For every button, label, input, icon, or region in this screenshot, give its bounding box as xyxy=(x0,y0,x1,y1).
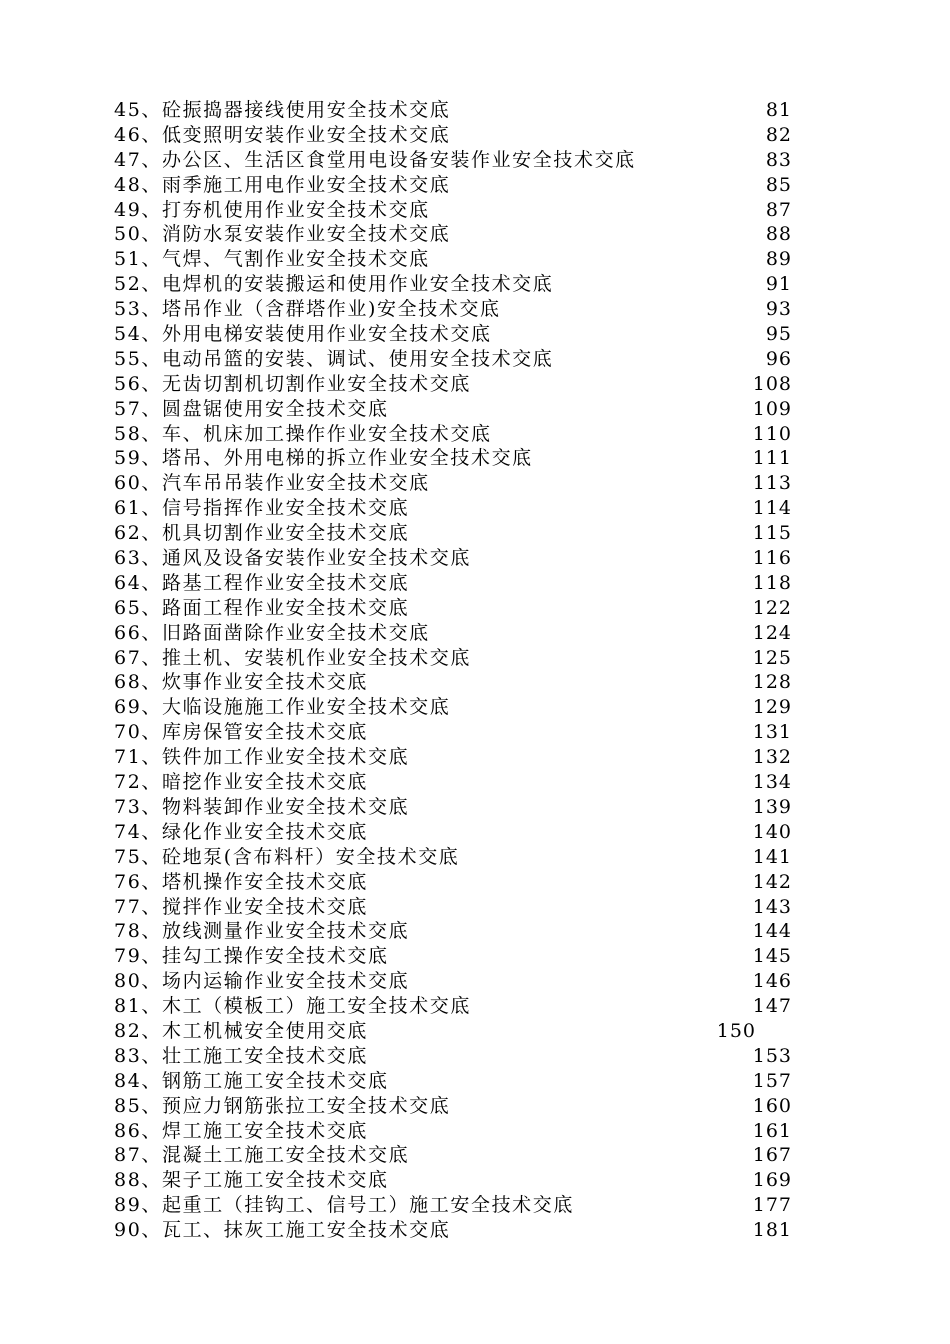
toc-entry[interactable] xyxy=(114,845,814,870)
toc-entry[interactable] xyxy=(114,471,814,496)
toc-entry-page-number: 150 xyxy=(716,1019,756,1042)
toc-entry-title: 67、推土机、安装机作业安全技术交底 xyxy=(114,646,471,669)
toc-entry-title: 47、办公区、生活区食堂用电设备安装作业安全技术交底 xyxy=(114,148,636,171)
toc-entry-title: 50、消防水泵安装作业安全技术交底 xyxy=(114,223,451,246)
toc-entry-title: 51、气焊、气割作业安全技术交底 xyxy=(114,248,430,271)
toc-entry[interactable] xyxy=(114,770,814,795)
toc-entry-page-number: 93 xyxy=(765,298,792,321)
toc-entry-title: 78、放线测量作业安全技术交底 xyxy=(114,920,410,943)
toc-entry-title: 86、焊工施工安全技术交底 xyxy=(114,1119,368,1142)
toc-entry-page-number: 132 xyxy=(752,746,792,769)
toc-entry-title: 54、外用电梯安装使用作业安全技术交底 xyxy=(114,323,492,346)
toc-entry[interactable] xyxy=(114,372,814,397)
toc-entry-page-number: 128 xyxy=(752,671,792,694)
toc-entry[interactable] xyxy=(114,496,814,521)
toc-entry-page-number: 114 xyxy=(752,497,792,520)
toc-entry-title: 70、库房保管安全技术交底 xyxy=(114,721,368,744)
toc-entry-title: 82、木工机械安全使用交底 xyxy=(114,1019,368,1042)
toc-entry-title: 77、搅拌作业安全技术交底 xyxy=(114,895,368,918)
toc-entry-title: 69、大临设施施工作业安全技术交底 xyxy=(114,696,451,719)
toc-entry[interactable] xyxy=(114,446,814,471)
toc-entry[interactable] xyxy=(114,422,814,447)
toc-entry-title: 74、绿化作业安全技术交底 xyxy=(114,820,368,843)
toc-entry-title: 85、预应力钢筋张拉工安全技术交底 xyxy=(114,1094,451,1117)
toc-entry-page-number: 109 xyxy=(752,397,792,420)
toc-entry-title: 79、挂勾工操作安全技术交底 xyxy=(114,945,389,968)
toc-entry-title: 60、汽车吊吊装作业安全技术交底 xyxy=(114,472,430,495)
toc-entry[interactable] xyxy=(114,1044,814,1069)
toc-entry[interactable] xyxy=(114,1193,814,1218)
toc-entry-page-number: 141 xyxy=(752,845,792,868)
toc-entry-title: 57、圆盘锯使用安全技术交底 xyxy=(114,397,389,420)
toc-entry[interactable] xyxy=(114,870,814,895)
toc-entry-page-number: 124 xyxy=(752,621,792,644)
toc-entry[interactable] xyxy=(114,148,814,173)
toc-entry-page-number: 110 xyxy=(752,422,792,445)
toc-entry-title: 71、铁件加工作业安全技术交底 xyxy=(114,746,410,769)
toc-entry-page-number: 83 xyxy=(765,148,792,171)
toc-entry[interactable] xyxy=(114,820,814,845)
toc-entry-page-number: 89 xyxy=(765,248,792,271)
toc-entry-page-number: 131 xyxy=(752,721,792,744)
toc-entry[interactable] xyxy=(114,272,814,297)
toc-entry-page-number: 160 xyxy=(752,1094,792,1117)
toc-entry-title: 62、机具切割作业安全技术交底 xyxy=(114,522,410,545)
toc-entry[interactable] xyxy=(114,646,814,671)
toc-entry[interactable] xyxy=(114,745,814,770)
toc-entry-title: 80、场内运输作业安全技术交底 xyxy=(114,970,410,993)
toc-entry-page-number: 142 xyxy=(752,870,792,893)
toc-entry[interactable] xyxy=(114,895,814,920)
toc-entry[interactable] xyxy=(114,720,814,745)
toc-entry-title: 61、信号指挥作业安全技术交底 xyxy=(114,497,410,520)
toc-entry[interactable] xyxy=(114,1143,814,1168)
toc-entry[interactable] xyxy=(114,1069,814,1094)
toc-entry-title: 68、炊事作业安全技术交底 xyxy=(114,671,368,694)
toc-entry[interactable] xyxy=(114,1019,814,1044)
toc-entry-page-number: 118 xyxy=(752,571,792,594)
toc-entry-page-number: 116 xyxy=(752,547,792,570)
toc-entry-page-number: 82 xyxy=(765,123,792,146)
toc-entry-page-number: 147 xyxy=(752,995,792,1018)
toc-entry-page-number: 85 xyxy=(765,173,792,196)
toc-entry[interactable] xyxy=(114,621,814,646)
toc-entry-page-number: 144 xyxy=(752,920,792,943)
toc-entry-page-number: 161 xyxy=(752,1119,792,1142)
toc-entry-page-number: 96 xyxy=(765,347,792,370)
toc-entry[interactable] xyxy=(114,1094,814,1119)
toc-entry-title: 88、架子工施工安全技术交底 xyxy=(114,1169,389,1192)
table-of-contents xyxy=(114,98,814,1243)
toc-entry-title: 81、木工（模板工）施工安全技术交底 xyxy=(114,995,471,1018)
toc-entry-title: 64、路基工程作业安全技术交底 xyxy=(114,571,410,594)
toc-entry-page-number: 91 xyxy=(765,273,792,296)
toc-entry-title: 76、塔机操作安全技术交底 xyxy=(114,870,368,893)
toc-entry[interactable] xyxy=(114,1168,814,1193)
toc-entry-title: 72、暗挖作业安全技术交底 xyxy=(114,771,368,794)
toc-entry-page-number: 169 xyxy=(752,1169,792,1192)
toc-entry-title: 87、混凝土工施工安全技术交底 xyxy=(114,1144,410,1167)
toc-entry-page-number: 129 xyxy=(752,696,792,719)
toc-entry[interactable] xyxy=(114,173,814,198)
toc-entry[interactable] xyxy=(114,397,814,422)
toc-entry[interactable] xyxy=(114,347,814,372)
toc-entry[interactable] xyxy=(114,98,814,123)
toc-entry-page-number: 122 xyxy=(752,596,792,619)
toc-entry[interactable] xyxy=(114,123,814,148)
toc-entry-title: 66、旧路面凿除作业安全技术交底 xyxy=(114,621,430,644)
toc-entry-page-number: 153 xyxy=(752,1044,792,1067)
toc-entry-title: 84、钢筋工施工安全技术交底 xyxy=(114,1069,389,1092)
toc-entry-page-number: 111 xyxy=(752,447,792,470)
toc-entry-page-number: 157 xyxy=(752,1069,792,1092)
toc-entry[interactable] xyxy=(114,695,814,720)
toc-entry-page-number: 87 xyxy=(765,198,792,221)
toc-entry[interactable] xyxy=(114,596,814,621)
toc-entry[interactable] xyxy=(114,795,814,820)
toc-entry-title: 65、路面工程作业安全技术交底 xyxy=(114,596,410,619)
toc-entry[interactable] xyxy=(114,322,814,347)
toc-entry[interactable] xyxy=(114,1218,814,1243)
toc-entry-page-number: 177 xyxy=(752,1194,792,1217)
toc-entry-title: 58、车、机床加工操作作业安全技术交底 xyxy=(114,422,492,445)
toc-entry[interactable] xyxy=(114,297,814,322)
toc-entry-page-number: 140 xyxy=(752,820,792,843)
toc-entry-title: 59、塔吊、外用电梯的拆立作业安全技术交底 xyxy=(114,447,533,470)
toc-entry-page-number: 134 xyxy=(752,771,792,794)
toc-entry[interactable] xyxy=(114,994,814,1019)
toc-entry-title: 56、无齿切割机切割作业安全技术交底 xyxy=(114,372,471,395)
toc-entry-title: 48、雨季施工用电作业安全技术交底 xyxy=(114,173,451,196)
toc-entry-title: 53、塔吊作业（含群塔作业)安全技术交底 xyxy=(114,298,501,321)
toc-entry[interactable] xyxy=(114,944,814,969)
toc-entry-page-number: 167 xyxy=(752,1144,792,1167)
toc-entry-page-number: 146 xyxy=(752,970,792,993)
toc-entry-page-number: 125 xyxy=(752,646,792,669)
toc-entry[interactable] xyxy=(114,198,814,223)
toc-entry-title: 49、打夯机使用作业安全技术交底 xyxy=(114,198,430,221)
toc-entry-page-number: 115 xyxy=(752,522,792,545)
toc-entry[interactable] xyxy=(114,546,814,571)
toc-entry-title: 73、物料装卸作业安全技术交底 xyxy=(114,795,410,818)
toc-entry-title: 52、电焊机的安装搬运和使用作业安全技术交底 xyxy=(114,273,554,296)
toc-entry[interactable] xyxy=(114,247,814,272)
toc-entry-title: 45、砼振捣器接线使用安全技术交底 xyxy=(114,99,451,121)
toc-entry[interactable] xyxy=(114,919,814,944)
toc-entry-title: 55、电动吊篮的安装、调试、使用安全技术交底 xyxy=(114,347,554,370)
toc-entry[interactable] xyxy=(114,571,814,596)
toc-entry[interactable] xyxy=(114,222,814,247)
toc-entry-title: 83、壮工施工安全技术交底 xyxy=(114,1044,368,1067)
toc-entry-page-number: 88 xyxy=(765,223,792,246)
toc-entry-page-number: 108 xyxy=(752,372,792,395)
toc-entry[interactable] xyxy=(114,969,814,994)
toc-entry[interactable] xyxy=(114,521,814,546)
toc-entry-title: 90、瓦工、抹灰工施工安全技术交底 xyxy=(114,1219,451,1242)
toc-entry-page-number: 81 xyxy=(765,99,792,121)
toc-entry-page-number: 181 xyxy=(752,1219,792,1242)
toc-entry-title: 89、起重工（挂钩工、信号工）施工安全技术交底 xyxy=(114,1194,574,1217)
toc-entry-page-number: 139 xyxy=(752,795,792,818)
toc-entry-title: 63、通风及设备安装作业安全技术交底 xyxy=(114,547,471,570)
toc-entry-page-number: 113 xyxy=(752,472,792,495)
toc-entry-title: 46、低变照明安装作业安全技术交底 xyxy=(114,123,451,146)
toc-entry-page-number: 145 xyxy=(752,945,792,968)
toc-entry-title: 75、砼地泵(含布料杆）安全技术交底 xyxy=(114,845,460,868)
toc-entry-page-number: 143 xyxy=(752,895,792,918)
toc-entry[interactable] xyxy=(114,1119,814,1144)
toc-entry-page-number: 95 xyxy=(765,323,792,346)
toc-entry[interactable] xyxy=(114,670,814,695)
